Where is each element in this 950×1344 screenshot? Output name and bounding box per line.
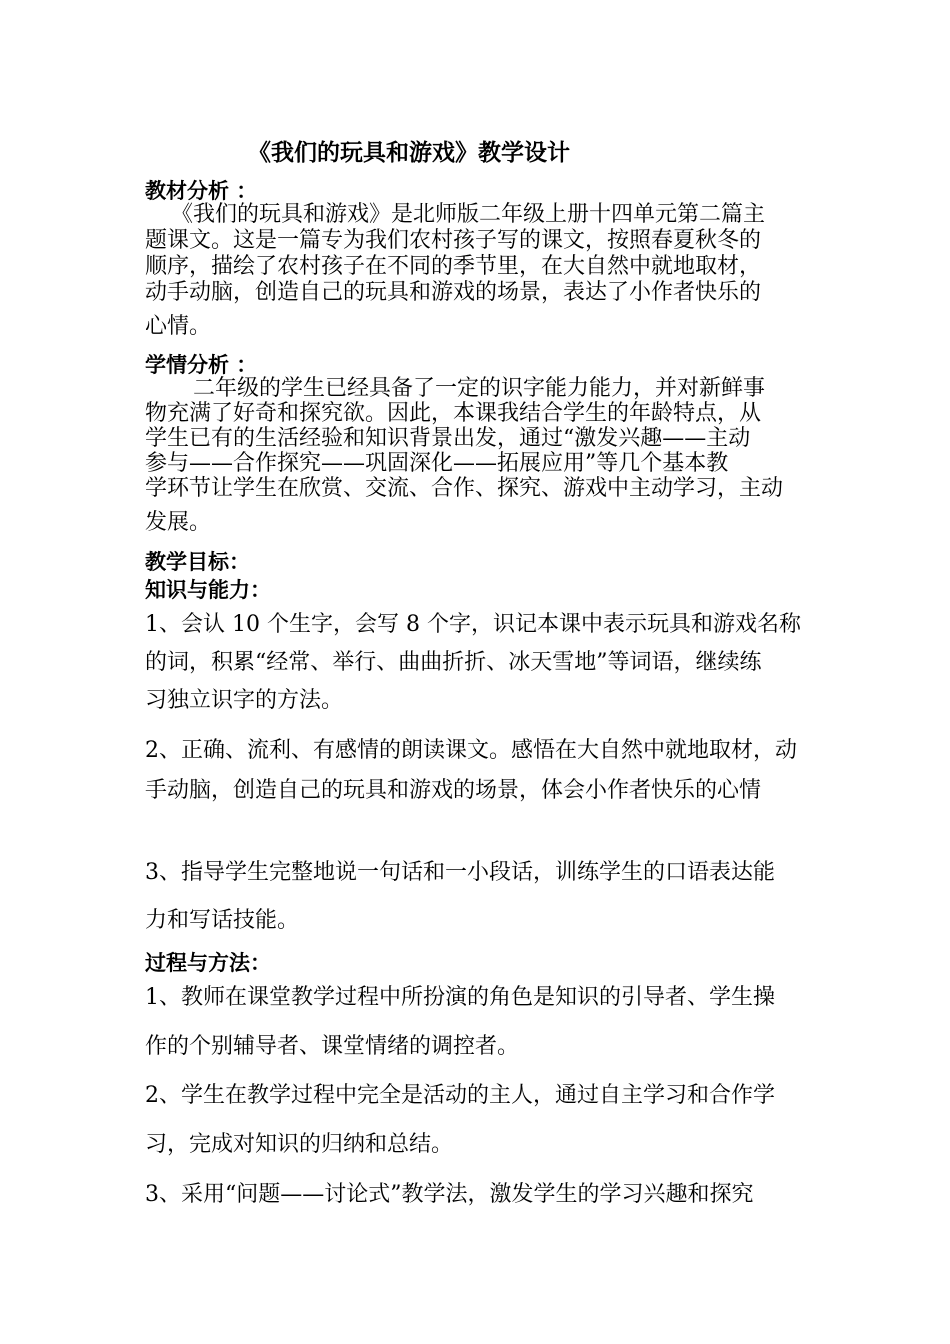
- paragraph-line: 物充满了好奇和探究欲。因此，本课我结合学生的年龄特点，从: [145, 401, 762, 426]
- goal-item-line: 2、正确、流利、有感情的朗读课文。感悟在大自然中就地取材，动: [145, 738, 797, 763]
- paragraph-line: 发展。: [145, 510, 212, 535]
- method-item-line: 习，完成对知识的归纳和总结。: [145, 1132, 454, 1157]
- paragraph-line: 动手动脑，创造自己的玩具和游戏的场景，表达了小作者快乐的: [145, 280, 762, 305]
- paragraph-line: 顺序，描绘了农村孩子在不同的季节里，在大自然中就地取材，: [145, 254, 762, 279]
- paragraph-line: 参与——合作探究——巩固深化——拓展应用”等几个基本教: [145, 451, 729, 476]
- goal-item-line: 的词，积累“经常、举行、曲曲折折、冰天雪地”等词语，继续练: [145, 650, 762, 675]
- paragraph-line: 二年级的学生已经具备了一定的识字能力能力，并对新鲜事: [193, 376, 766, 401]
- subheading-knowledge-ability: 知识与能力：: [145, 577, 271, 602]
- section-heading-teaching-goals: 教学目标：: [145, 549, 250, 574]
- paragraph-line: 学环节让学生在欣赏、交流、合作、探究、游戏中主动学习，主动: [145, 476, 784, 501]
- method-item-line: 3、采用“问题——讨论式”教学法，激发学生的学习兴趣和探究: [145, 1182, 754, 1207]
- paragraph-line: 心情。: [145, 314, 212, 339]
- section-heading-textbook-analysis: 教材分析 ：: [145, 178, 258, 203]
- goal-item-line: 习独立识字的方法。: [145, 688, 344, 713]
- method-item-line: 2、学生在教学过程中完全是活动的主人，通过自主学习和合作学: [145, 1083, 775, 1108]
- paragraph-line: 《我们的玩具和游戏》是北师版二年级上册十四单元第二篇主: [171, 202, 766, 227]
- method-item-line: 1、教师在课堂教学过程中所扮演的角色是知识的引导者、学生操: [145, 985, 775, 1010]
- section-heading-process-method: 过程与方法：: [145, 950, 271, 975]
- goal-item-line: 1、会认 10 个生字，会写 8 个字，识记本课中表示玩具和游戏名称: [145, 612, 801, 637]
- paragraph-line: 题课文。这是一篇专为我们农村孩子写的课文，按照春夏秋冬的: [145, 228, 762, 253]
- document-title: 《我们的玩具和游戏》教学设计: [248, 139, 570, 166]
- goal-item-line: 3、指导学生完整地说一句话和一小段话，训练学生的口语表达能: [145, 860, 775, 885]
- goal-item-line: 力和写话技能。: [145, 908, 300, 933]
- paragraph-line: 学生已有的生活经验和知识背景出发，通过“激发兴趣——主动: [145, 426, 751, 451]
- goal-item-line: 手动脑，创造自己的玩具和游戏的场景，体会小作者快乐的心情: [145, 778, 762, 803]
- method-item-line: 作的个别辅导者、课堂情绪的调控者。: [145, 1034, 520, 1059]
- section-heading-learner-analysis: 学情分析 ：: [145, 352, 258, 377]
